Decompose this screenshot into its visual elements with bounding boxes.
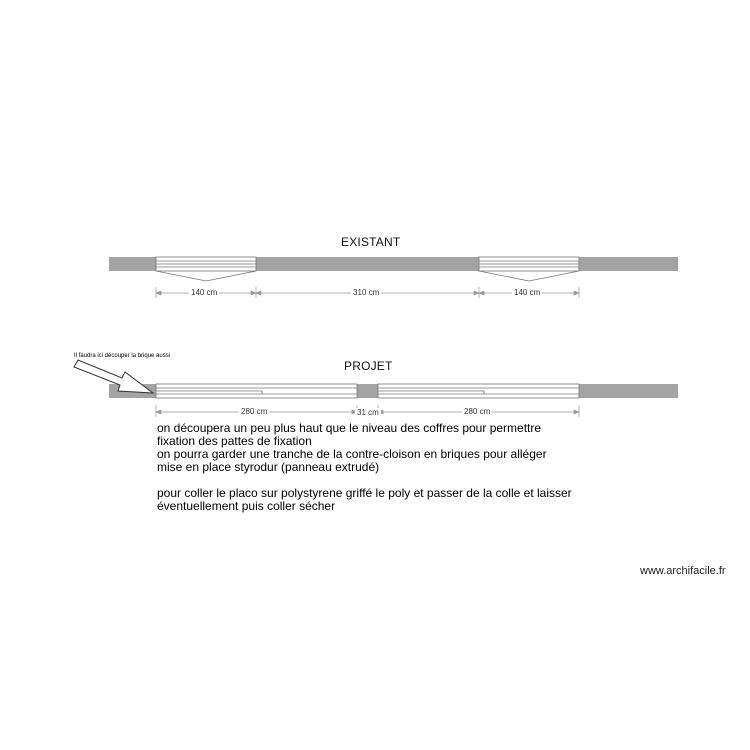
arrow-annotation-text: Il faudra ici découper la brique aussi xyxy=(74,353,171,359)
projet-window-left xyxy=(156,384,357,398)
projet-wall-segment-right xyxy=(579,384,678,398)
existant-wall-segment-middle xyxy=(256,257,479,271)
projet-dimension-label: 31 cm xyxy=(357,408,379,417)
existant-window-left xyxy=(156,257,256,281)
watermark-link[interactable]: www.archifacile.fr xyxy=(640,565,726,577)
note-line: fixation des pattes de fixation xyxy=(157,434,312,448)
existant-dimension-label: 310 cm xyxy=(353,288,380,297)
projet-window-right xyxy=(378,384,579,398)
existant-wall-segment-left xyxy=(109,257,156,271)
existant-dimension-label: 140 cm xyxy=(514,288,541,297)
projet-title: PROJET xyxy=(344,359,393,373)
note-line: mise en place styrodur (panneau extrudé) xyxy=(157,460,380,474)
existant-title: EXISTANT xyxy=(341,235,401,249)
note-line: on découpera un peu plus haut que le niveau des coffres pour permettre xyxy=(157,421,542,435)
note-line: on pourra garder une tranche de la contre-cloison en briques pour alléger xyxy=(157,447,547,461)
note-line: éventuellement puis coller sécher xyxy=(157,499,336,513)
projet-dimension-label: 280 cm xyxy=(241,407,268,416)
projet-dimension-label: 280 cm xyxy=(464,407,491,416)
existant-wall-segment-right xyxy=(579,257,678,271)
existant-dimension-label: 140 cm xyxy=(191,288,218,297)
projet-wall-segment-middle xyxy=(357,384,378,398)
existant-window-right xyxy=(479,257,579,281)
note-line: pour coller le placo sur polystyrene griffé le poly et passer de la colle et laisser xyxy=(157,486,572,500)
